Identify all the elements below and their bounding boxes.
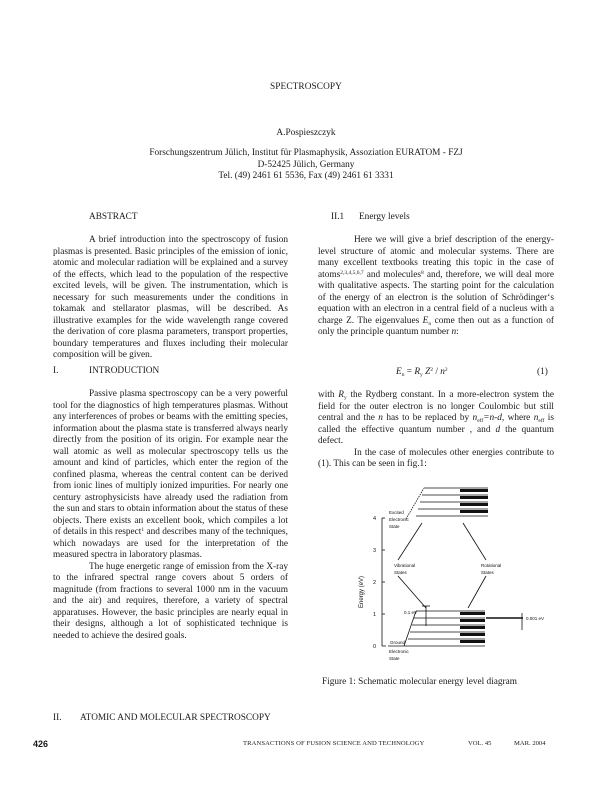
- subsection-number: II.1: [331, 212, 345, 222]
- y-tick-4: 4: [373, 516, 377, 522]
- subsection-energy-levels-heading: [331, 212, 410, 222]
- energy-levels-body-2: [318, 390, 554, 471]
- section-number: II.: [53, 713, 62, 723]
- intro-paragraph-1: Passive plasma spectroscopy can be a very powerful tool for the diagnostics of high temperatures plasmas. Without any interferences of probes or beams with the emitting species, information about the plasma state is transferred always nearly directly from the position of its origin. For example near the wall atomic as well as molecular spectroscopy tells us the amount and kind of particles, which enter the region of the confined plasma, whereas the central content can be derived from ionic lines of multiply ionized impurities. For nearly one century astrophysicists have already used the radiation from the sun and stars to obtain information about the status of these objects. There exists an excellent book, which compiles a lot of details in this respect$^1$ and describes many of the techniques, which nowadays are used for the interpretation of the measured spectra in laboratory plasmas.: [53, 389, 288, 560]
- svg-text:Electronic: Electronic: [389, 649, 409, 654]
- journal-name: TRANSACTIONS OF FUSION SCIENCE AND TECHNOLOGY: [243, 740, 425, 747]
- equation-1: $E_n = R_y$ $Z^2 / n^2$: [396, 367, 448, 378]
- svg-text:State: State: [389, 656, 400, 661]
- affiliation-block: [0, 148, 612, 183]
- abstract-body: [53, 235, 288, 362]
- svg-text:0.001 eV: 0.001 eV: [526, 616, 545, 621]
- figure-caption: Figure 1: Schematic molecular energy level diagram: [322, 677, 517, 687]
- svg-text:State: State: [389, 524, 400, 529]
- reference-marker: 8: [420, 269, 424, 276]
- y-tick-3: 3: [373, 548, 377, 554]
- page-number: 426: [33, 739, 49, 749]
- y-tick-1: 1: [373, 612, 377, 618]
- affiliation-institute: Forschungszentrum Jülich, Institut für Plasmaphysik, Assoziation EURATOM - FZJ: [149, 148, 463, 158]
- affiliation-address: D-52425 Jülich, Germany: [257, 159, 355, 170]
- journal-date: MAR. 2004: [514, 740, 546, 747]
- svg-text:States: States: [394, 570, 407, 575]
- y-tick-2: 2: [373, 580, 377, 586]
- paper-title: SPECTROSCOPY: [270, 82, 342, 92]
- energy-diagram-svg: [318, 478, 558, 673]
- section-number: I.: [53, 366, 59, 376]
- energy-paragraph-3: In the case of molecules other energies contribute to (1). This can be seen in fig.1:: [318, 447, 554, 469]
- reference-marker: 2,3,4,5,6,7: [340, 269, 364, 276]
- subsection-title: Energy levels: [359, 212, 410, 222]
- svg-text:Rotational: Rotational: [481, 563, 502, 568]
- reference-marker: 1: [141, 527, 145, 533]
- svg-text:States: States: [481, 570, 494, 575]
- energy-levels-body: [318, 235, 554, 339]
- energy-paragraph-1: Here we will give a brief description of the energy-level structure of atomic and molecular systems. There are many excellent textbooks treating this topic in the case of atoms$^{2,3,4,5,6,7}$ and molecules$^8$ and, therefore, we will deal more with qualitative aspects. The starting point for the calculation of the energy of an electron is the solution of Schrödinger‘s equation with an electron in a central field of a nucleus with a charge Z. The eigenvalues $E_n$ come then out as a function of only the principle quantum number n:: [318, 235, 554, 337]
- section-title: ATOMIC AND MOLECULAR SPECTROSCOPY: [80, 713, 271, 723]
- svg-text:Excited: Excited: [389, 510, 404, 515]
- y-axis-label: Energy (eV): [359, 575, 365, 608]
- svg-text:Electronic: Electronic: [389, 517, 409, 522]
- molecular-energy-diagram: [318, 478, 558, 673]
- equation-number: (1): [537, 367, 548, 377]
- energy-paragraph-2: with $R_y$ the Rydberg constant. In a more-electron system the field for the outer electron is no longer Coulombic but still central and the n has to be replaced by $n_{eff}=n-d$, where $n_{eff}$ is called the effective quantum number , and d the quantum defect.: [318, 390, 554, 446]
- introduction-body: [53, 389, 288, 642]
- section-atomic-molecular-heading: [53, 713, 271, 723]
- svg-text:0.1 eV: 0.1 eV: [404, 610, 418, 615]
- section-title: INTRODUCTION: [89, 366, 160, 376]
- abstract-text: A brief introduction into the spectroscopy of fusion plasmas is presented. Basic principles of the emission of ionic, atomic and molecular radiation will be explained and a survey of the effects, which lead to the population of the respective excited levels, will be given. The instrumentation, which is necessary for such measurements under the conditions in tokamak and stellarator plasmas, will be described. As illustrative examples for the wide wavelength range covered the derivation of core plasma parameters, transport properties, boundary temperatures and fluxes including their molecular composition will be given.: [53, 235, 288, 360]
- journal-volume: VOL. 45: [468, 740, 492, 747]
- intro-paragraph-2: The huge energetic range of emission from the X-ray to the infrared spectral range covers about 5 orders of magnitude (from fractions to several 1000 nm in the vacuum and the air) and requires, therefore, a variety of spectral apparatuses. However, the basic principles are nearly equal in their designs, although a lot of sophisticated technique is needed to achieve the desired goals.: [53, 561, 288, 641]
- abstract-heading: ABSTRACT: [89, 212, 138, 222]
- svg-text:Ground: Ground: [390, 640, 406, 645]
- affiliation-contact: Tel. (49) 2461 61 5536, Fax (49) 2461 61 3331: [218, 171, 394, 181]
- svg-text:Vibrational: Vibrational: [394, 563, 416, 568]
- y-tick-0: 0: [373, 644, 377, 650]
- section-introduction-heading: [53, 366, 159, 376]
- author-name: A.Pospieszczyk: [276, 128, 336, 138]
